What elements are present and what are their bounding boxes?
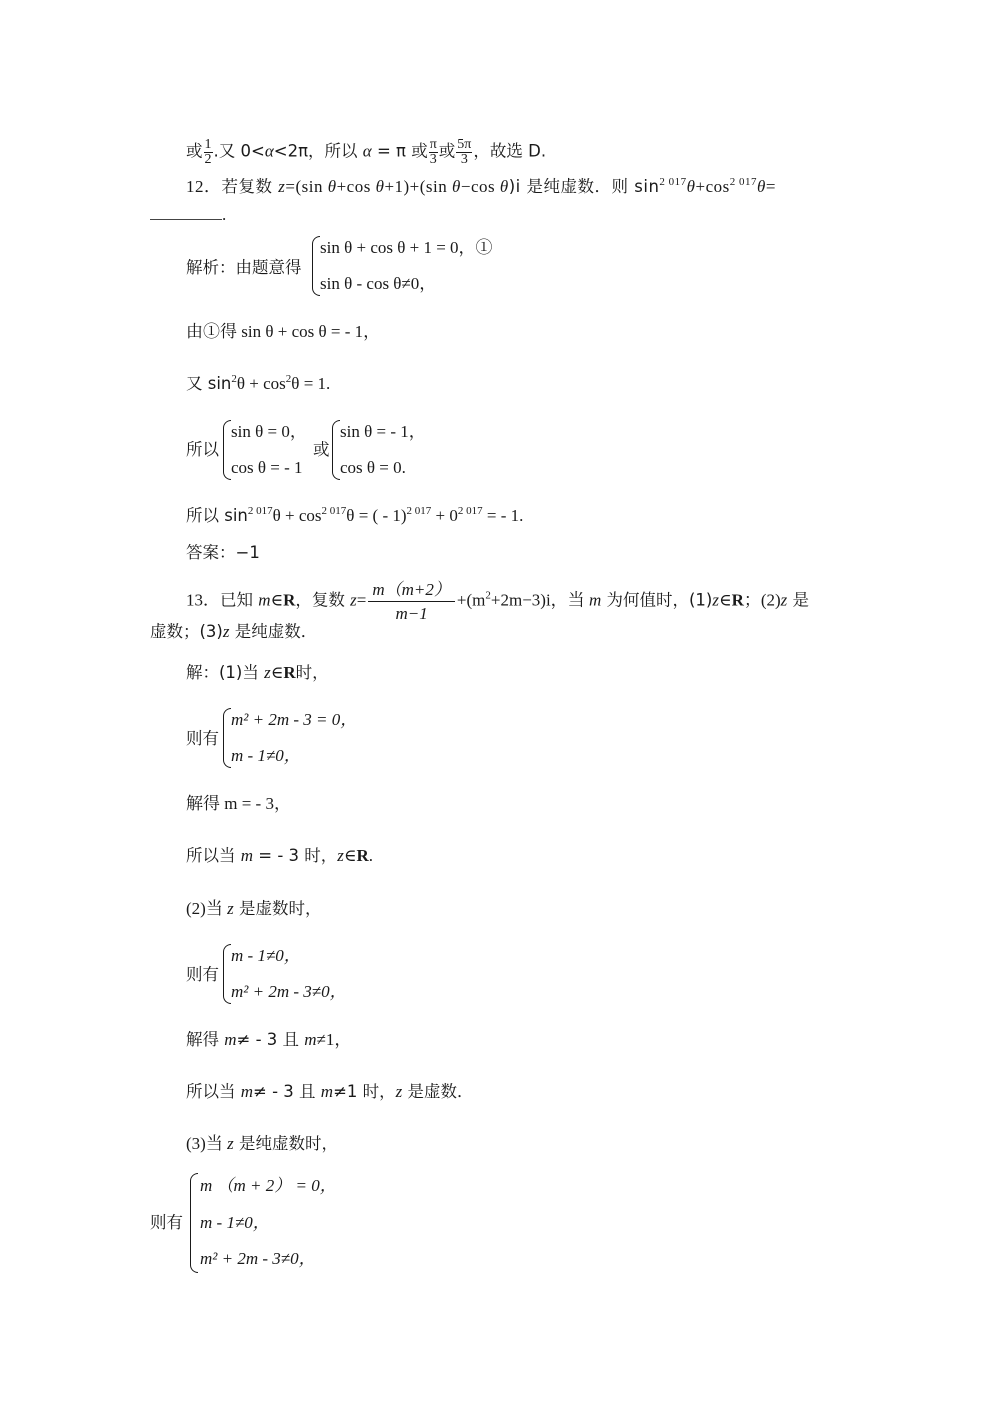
text: = - 1. [482, 506, 524, 525]
text: ≠1， [316, 1030, 352, 1049]
text: 是纯虚数． [229, 622, 318, 641]
text: ，故选 D. [473, 141, 547, 161]
p2-solve [186, 1030, 351, 1050]
text: <2π，所以 [273, 141, 363, 161]
left-brace [332, 420, 340, 480]
question-number: 13． [186, 590, 220, 610]
var-theta: θ [375, 177, 385, 196]
p3-system-line-2: m - 1≠0， [200, 1213, 270, 1232]
p1-system-line-2: m - 1≠0， [231, 746, 301, 765]
answer-blank-line [150, 205, 226, 225]
numerator: m（m+2） [372, 580, 451, 599]
var-m: m [258, 590, 271, 610]
left-brace [223, 944, 231, 1004]
var-z: z [227, 899, 234, 918]
text: 为何值时，(1) [601, 590, 713, 610]
text: 若复数 [221, 177, 279, 196]
reals-symbol: R [731, 590, 744, 610]
fraction [368, 580, 455, 623]
text: 所以 sin [186, 506, 248, 525]
text: 虚数；(3) [150, 622, 223, 641]
system-line-2: sin θ - cos θ≠0， [320, 274, 437, 293]
text: 或 [186, 141, 203, 161]
var-z: z [227, 1134, 234, 1153]
prev-answer-line [186, 138, 546, 167]
var-theta: θ [499, 177, 509, 196]
text: )i 是纯虚数．则 sin [508, 177, 660, 196]
fraction-5pi-over-3: $\frac{5\pi}{3}$ [457, 137, 472, 167]
question-12-stem [186, 177, 776, 197]
alpha-symbol: α [264, 141, 274, 161]
left-brace [190, 1173, 198, 1273]
var-m: m [320, 1082, 334, 1101]
var-m: m [224, 1030, 237, 1049]
text: = π 或 [371, 141, 428, 161]
denominator: m−1 [368, 601, 455, 624]
text: 解：(1)当 [186, 663, 265, 682]
text: 是虚数时， [233, 899, 322, 918]
text: 或 [438, 141, 456, 161]
reals-symbol: R [283, 663, 296, 682]
exponent: 2 017 [247, 505, 273, 517]
alpha-symbol: α [362, 141, 372, 161]
question-13-stem: 13．已知 m∈R，复数 z= $\frac{m(m+2)}{m-1}$ $+(m^2+2m-3)i$，当 m 为何值时，(1)z∈R；(2)z 是 [186, 580, 810, 623]
text: θ = ( - 1) [346, 506, 407, 525]
var-theta: θ [686, 177, 696, 196]
text: 是 [787, 590, 810, 610]
conclusion [186, 506, 523, 526]
system-b-line-2: cos θ = 0. [340, 458, 406, 477]
text: =(sin [285, 177, 328, 196]
fraction-pi-over-3: $\frac{\pi}{3}$ [429, 137, 437, 167]
var-theta: θ [757, 177, 766, 196]
part-1-heading [186, 663, 329, 683]
exponent: 2 017 [321, 505, 347, 517]
p3-system-line-1: m （m + 2） = 0， [200, 1176, 337, 1195]
answer-blank[interactable] [150, 205, 222, 220]
text: 是纯虚数时， [233, 1134, 338, 1153]
text: 时， [295, 663, 329, 682]
text: θ + cos [236, 374, 286, 393]
p2-conclusion [186, 1082, 474, 1102]
p1-solve: 解得 m = - 3， [186, 794, 291, 813]
left-brace [312, 236, 320, 296]
then-have-label: 则有 [186, 729, 219, 748]
var-z: z [780, 590, 788, 610]
text: + 0 [431, 506, 458, 525]
var-z: z [712, 590, 719, 610]
var-z: z [395, 1082, 403, 1101]
exponent: 2 [285, 373, 292, 385]
left-brace [223, 708, 231, 768]
text: 所以当 [186, 1082, 241, 1101]
left-brace [223, 420, 231, 480]
var-m: m [304, 1030, 317, 1049]
text: 又 sin [186, 374, 232, 393]
text: ≠ - 3 且 [253, 1082, 321, 1101]
text: 已知 [220, 590, 259, 610]
text: ；(2) [743, 590, 781, 610]
text: +cos [695, 177, 730, 196]
exponent: 2 017 [457, 505, 483, 517]
exponent: 2 017 [406, 505, 432, 517]
text: (3)当 [186, 1134, 228, 1153]
reals-symbol: R [283, 590, 296, 610]
text: ∈ [718, 590, 732, 610]
text: = [765, 177, 776, 196]
exponent: 2 [231, 373, 237, 385]
text: 解得 [186, 1030, 225, 1049]
text: ∈ [270, 590, 284, 610]
or-label: 或 [313, 440, 330, 459]
reals-symbol: R [356, 846, 369, 865]
question-13-stem-line2 [150, 622, 317, 642]
var-theta: θ [327, 177, 337, 196]
exponent: 2 017 [659, 176, 687, 188]
question-number: 12． [186, 177, 222, 196]
text: +(m [456, 590, 486, 610]
system-line-1: sin θ + cos θ + 1 = 0，① [320, 238, 493, 257]
step-from-1: 由①得 sin θ + cos θ = - 1， [186, 322, 381, 341]
var-m: m [240, 1082, 254, 1101]
text: ，复数 [295, 590, 351, 610]
text: +cos [336, 177, 376, 196]
var-z: z [278, 177, 286, 196]
p2-system-line-2: m² + 2m - 3≠0， [231, 982, 347, 1001]
text: ≠1 时， [333, 1082, 396, 1101]
p1-conclusion: 所以当 m = - 3 时，z∈R. [186, 846, 374, 865]
p3-system-line-3: m² + 2m - 3≠0， [200, 1249, 316, 1268]
system-a-line-2: cos θ = - 1 [231, 458, 303, 477]
var-m: m [588, 590, 602, 610]
var-z: z [222, 622, 230, 641]
step-identity [186, 374, 330, 394]
exponent: 2 017 [729, 176, 758, 188]
var-theta: θ [452, 177, 461, 196]
part-3-heading [186, 1134, 338, 1154]
text: = - 3 时， [253, 846, 338, 865]
part-2-heading [186, 899, 321, 919]
system-b-line-1: sin θ = - 1， [340, 422, 426, 441]
fraction-one-half: $\frac{1}{2}$ [204, 137, 212, 167]
text: = [356, 590, 367, 610]
var-z: z [264, 663, 271, 682]
var-z: z [350, 590, 357, 610]
text: ∈ [270, 663, 284, 682]
text: 所以当 [186, 846, 241, 865]
then-have-label: 则有 [150, 1213, 183, 1232]
text: −cos [460, 177, 500, 196]
text: θ = 1. [291, 374, 331, 393]
p2-system-line-1: m - 1≠0， [231, 946, 301, 965]
so-label: 所以 [186, 440, 219, 459]
text: θ + cos [272, 506, 322, 525]
text: +2m−3)i，当 [490, 590, 589, 610]
p1-system-line-1: m² + 2m - 3 = 0， [231, 710, 358, 729]
text: (2)当 [186, 899, 228, 918]
text: ≠ - 3 且 [236, 1030, 305, 1049]
text: +1)+(sin [384, 177, 453, 196]
answer: 答案：−1 [186, 543, 260, 562]
system-a-line-1: sin θ = 0， [231, 422, 307, 441]
var-m: m [240, 846, 254, 865]
text: ∈ [343, 846, 357, 865]
text: 是虚数． [402, 1082, 474, 1101]
text: . [222, 205, 227, 224]
solution-label: 解析：由题意得 [186, 258, 302, 277]
var-z: z [337, 846, 344, 865]
then-have-label: 则有 [186, 965, 219, 984]
text: .又 0< [213, 141, 265, 161]
